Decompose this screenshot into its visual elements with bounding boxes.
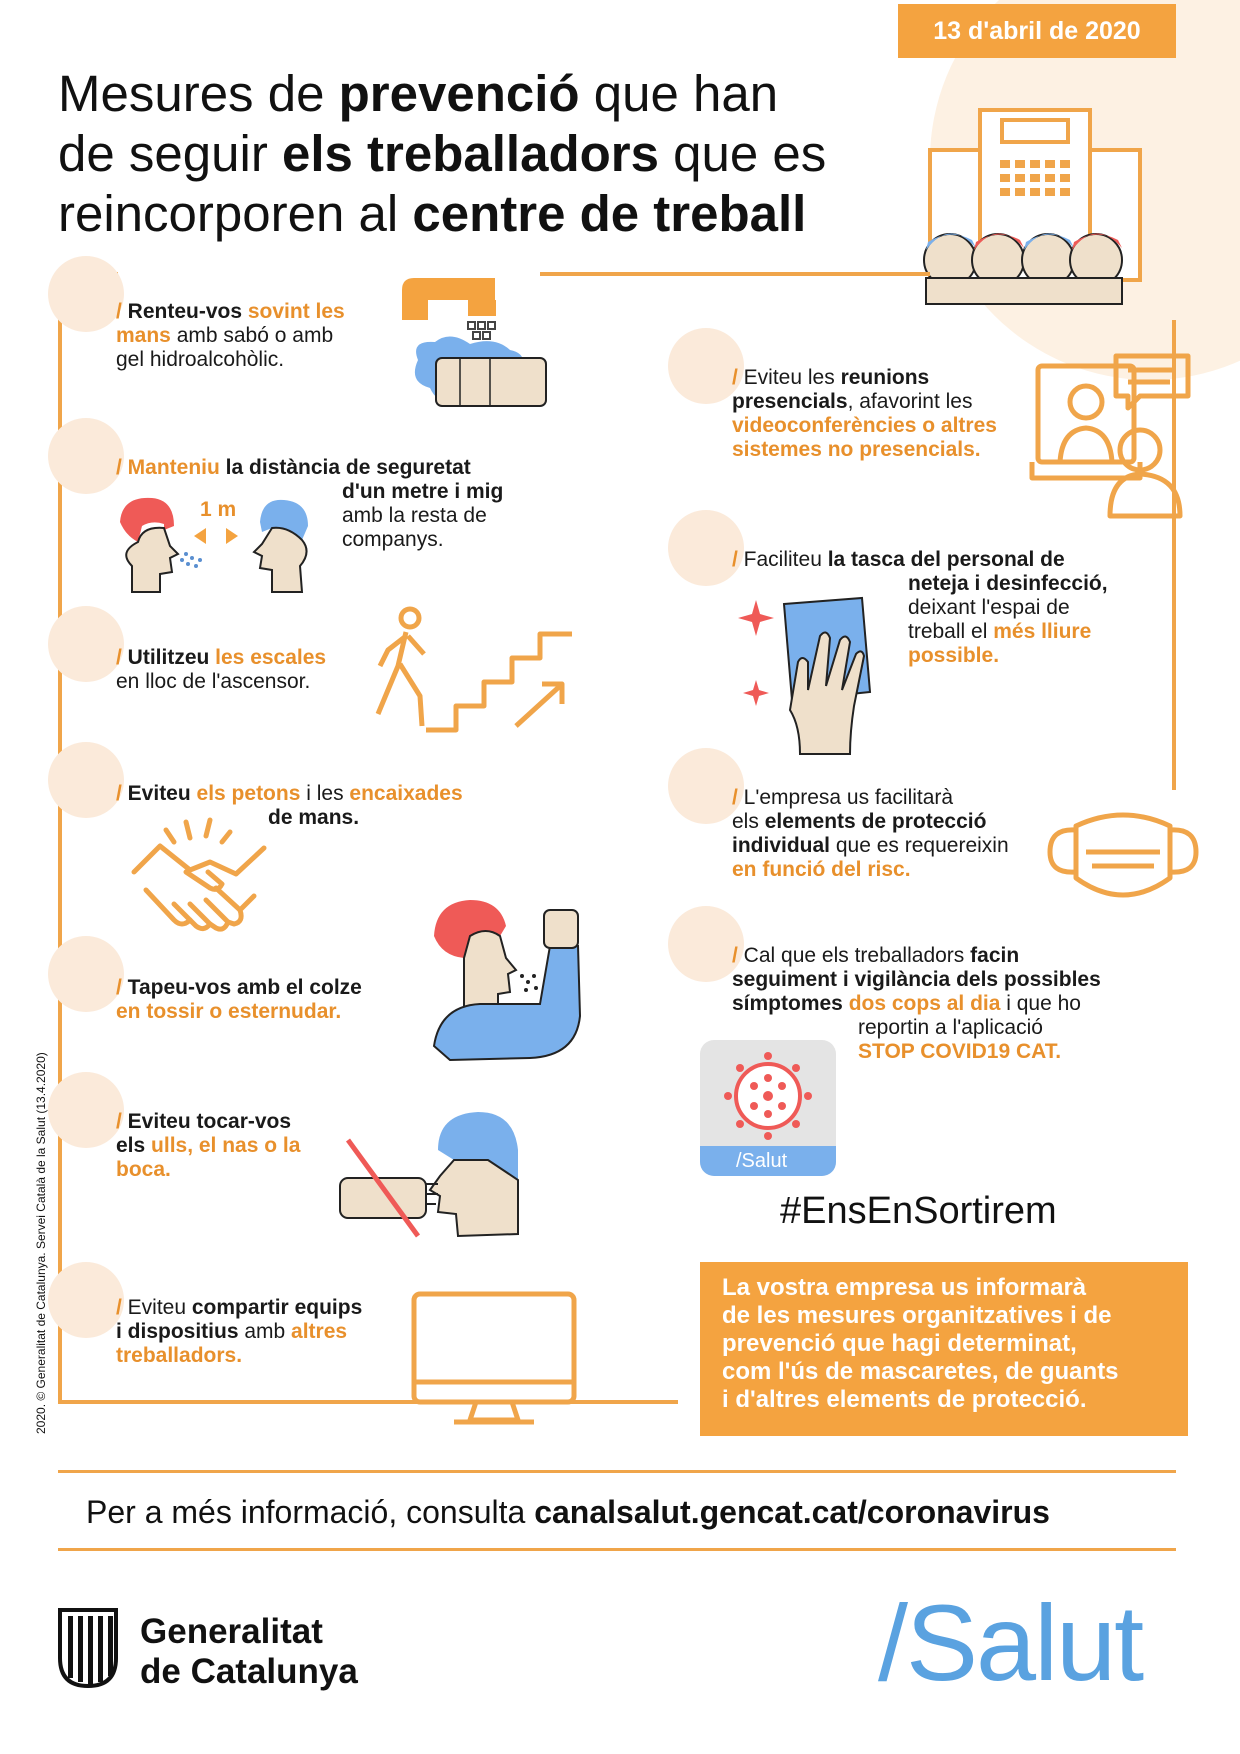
app-icon-label: /Salut [700, 1146, 836, 1176]
handwash-icon [400, 270, 560, 420]
hashtag: #EnsEnSortirem [780, 1190, 1057, 1232]
generalitat-logo-text: Generalitat de Catalunya [140, 1612, 358, 1691]
measure-symptom-monitoring: / Cal que els treballadors facin seguiment i vigilància dels possibles símptomes dos cops al dia i que ho [732, 944, 1101, 1015]
info-link[interactable]: canalsalut.gencat.cat/coronavirus [534, 1494, 1050, 1530]
measure-no-share-equipment: / Eviteu compartir equips i dispositius amb altres treballadors. [116, 1296, 363, 1367]
measure-distance-cont: d'un metre i mig amb la resta de companys. [342, 480, 504, 551]
distance-label: 1 m [200, 498, 237, 521]
company-notice-box: La vostra empresa us informarà de les mesures organitzatives i de prevenció que hagi determinat, com l'ús de mascaretes, de guants i d'altres elements de protecció. [700, 1262, 1188, 1436]
handshake-icon [130, 816, 270, 956]
measure-wash-hands: / Renteu-vos sovint les mans amb sabó o amb gel hidroalcohòlic. [116, 300, 345, 371]
no-touch-face-icon [338, 1110, 538, 1240]
measure-distance: / Manteniu la distància de seguretat [116, 456, 471, 479]
building-icon [920, 110, 1140, 320]
salut-brand: /Salut [878, 1582, 1143, 1703]
frame-line-bottom-left [58, 1400, 678, 1404]
monitor-icon [410, 1290, 580, 1430]
cleaning-cloth-icon [738, 596, 908, 756]
frame-line-top-mid [540, 272, 930, 276]
measure-no-touch-face: / Eviteu tocar-vos els ulls, el nas o la boca. [116, 1110, 301, 1181]
salut-app-icon[interactable] [700, 1040, 836, 1176]
bullet-circle [48, 606, 124, 682]
bullet-circle [48, 936, 124, 1012]
footer-line-top [58, 1470, 1176, 1473]
measure-cough-elbow: / Tapeu-vos amb el colze en tossir o esternudar. [116, 976, 362, 1023]
generalitat-logo-icon [58, 1608, 118, 1688]
bullet-circle [48, 256, 124, 332]
virus-icon [720, 1050, 816, 1146]
date-badge: 13 d'abril de 2020 [898, 4, 1176, 58]
bullet-circle [48, 1072, 124, 1148]
distance-heads-icon [112, 496, 322, 596]
bullet-circle [48, 742, 124, 818]
measure-symptom-monitoring-cont: reportin a l'aplicació STOP COVID19 CAT. [858, 1016, 1062, 1063]
bullet-circle [48, 418, 124, 494]
bullet-circle [48, 1262, 124, 1338]
measure-cleaning: / Faciliteu la tasca del personal de [732, 548, 1065, 571]
mask-icon [1046, 808, 1200, 908]
measure-no-handshakes-cont: de mans. [268, 806, 360, 829]
page-title: Mesures de prevenció que han de seguir els treballadors que es reincorporen al centre de treball [58, 65, 827, 242]
side-credit: 2020. © Generalitat de Catalunya. Servei Català de la Salut (13.4.2020) [34, 1052, 48, 1434]
cough-elbow-icon [430, 896, 590, 1066]
measure-no-meetings: / Eviteu les reunions presencials, afavorint les videoconferències o altres sistemes no presencials. [732, 366, 997, 461]
measure-cleaning-cont: neteja i desinfecció, deixant l'espai de treball el més lliure possible. [908, 572, 1108, 667]
videoconference-icon [1030, 350, 1200, 520]
more-info: Per a més informació, consulta canalsalut.gencat.cat/coronavirus [86, 1494, 1050, 1530]
measure-ppe: / L'empresa us facilitarà els elements de protecció individual que es requereixin en funció del risc. [732, 786, 1009, 881]
footer-line-bottom [58, 1548, 1176, 1551]
measure-stairs: / Utilitzeu les escales en lloc de l'ascensor. [116, 646, 327, 693]
stairs-icon [366, 606, 576, 736]
measure-no-handshakes: / Eviteu els petons i les encaixades [116, 782, 463, 805]
